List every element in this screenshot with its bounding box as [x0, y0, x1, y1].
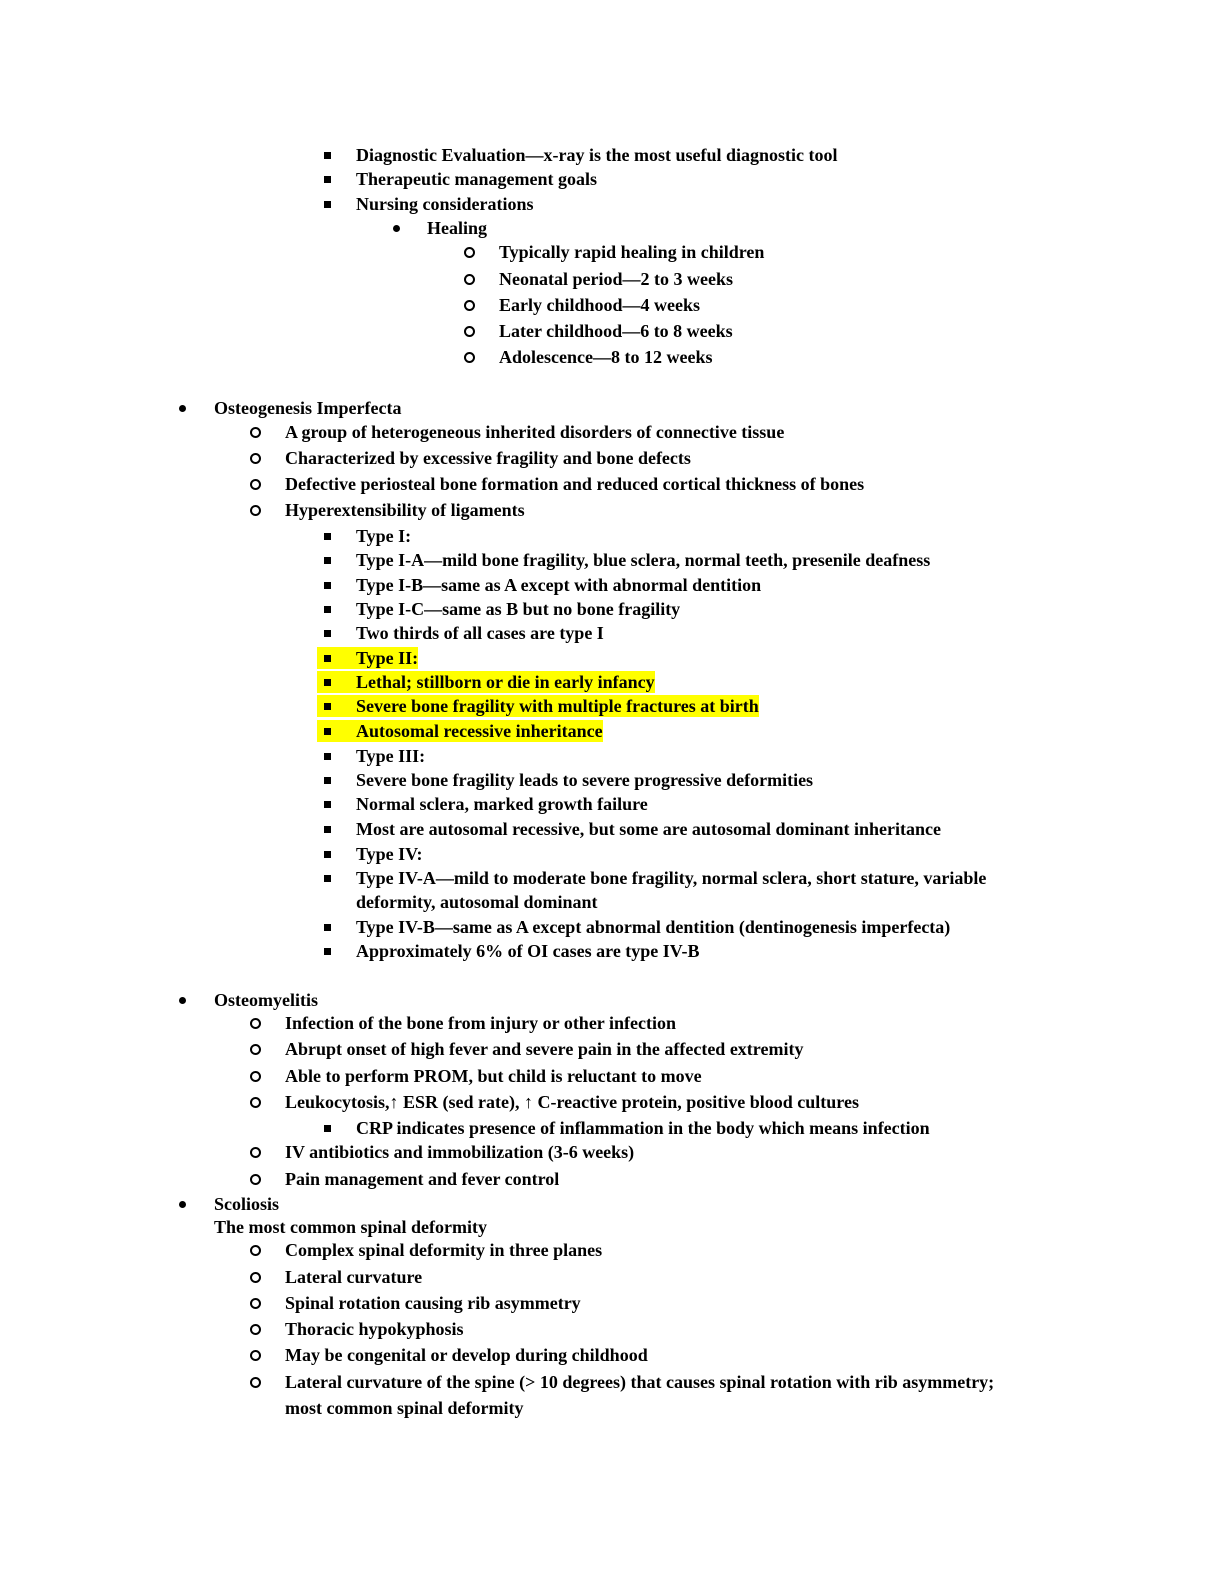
circle-bullet-icon [245, 1141, 265, 1163]
circle-bullet-icon [459, 346, 479, 368]
square-bullet-icon [317, 598, 337, 620]
square-bullet-icon [317, 574, 337, 596]
square-bullet-icon [317, 671, 337, 693]
square-bullet-icon [317, 622, 337, 644]
square-bullet-icon [317, 745, 337, 767]
circle-bullet-icon [245, 1318, 265, 1340]
circle-bullet-icon [245, 1012, 265, 1034]
round-bullet-icon [172, 989, 192, 1011]
square-bullet-icon [317, 867, 337, 889]
section-subtitle: The most common spinal deformity [214, 1217, 487, 1237]
circle-bullet-icon [459, 268, 479, 290]
circle-bullet-icon [245, 1344, 265, 1366]
round-bullet-icon [172, 397, 192, 419]
circle-bullet-icon [245, 1292, 265, 1314]
circle-bullet-icon [245, 1266, 265, 1288]
round-bullet-icon [172, 1193, 192, 1215]
circle-bullet-icon [245, 1091, 265, 1113]
circle-bullet-icon [245, 1371, 265, 1393]
square-bullet-icon [317, 193, 337, 215]
square-bullet-icon [317, 549, 337, 571]
list-item-continuation: deformity, autosomal dominant [356, 892, 598, 912]
circle-bullet-icon [245, 1168, 265, 1190]
square-bullet-icon [317, 843, 337, 865]
circle-bullet-icon [245, 1038, 265, 1060]
circle-bullet-icon [245, 1239, 265, 1261]
square-bullet-icon [317, 916, 337, 938]
square-bullet-icon [317, 168, 337, 190]
square-bullet-icon [317, 647, 337, 669]
square-bullet-icon [317, 818, 337, 840]
square-bullet-icon [317, 720, 337, 742]
square-bullet-icon [317, 793, 337, 815]
square-bullet-icon [317, 769, 337, 791]
square-bullet-icon [317, 1117, 337, 1139]
square-bullet-icon [317, 940, 337, 962]
list-item-continuation: most common spinal deformity [285, 1398, 524, 1418]
square-bullet-icon [317, 144, 337, 166]
circle-bullet-icon [245, 473, 265, 495]
circle-bullet-icon [459, 320, 479, 342]
circle-bullet-icon [245, 447, 265, 469]
circle-bullet-icon [245, 499, 265, 521]
circle-bullet-icon [459, 241, 479, 263]
square-bullet-icon [317, 525, 337, 547]
square-bullet-icon [317, 695, 337, 717]
round-bullet-icon [386, 217, 406, 239]
circle-bullet-icon [245, 1065, 265, 1087]
circle-bullet-icon [459, 294, 479, 316]
circle-bullet-icon [245, 421, 265, 443]
document-page: Diagnostic Evaluation—x-ray is the most useful diagnostic tool Therapeutic management goals Nursing considerations Healing Typically rapid healing in children Neonatal period—2 to 3 weeks Early childhood—4 weeks Later childhood—6 to 8 weeks Adolescence—8 to 12 weeks Osteogenesis Imperfecta A group of heterogeneous inherited disorders of connective tissue Characterized by excessive fragility and bone defects Defective periosteal bone formation and reduced cortical thickness of bones Hyperextensibility of ligaments Type I: Type I-A—mild bone fragility, blue sclera, normal teeth, presenile deafness Type I-B—same as A except with abnormal dentition Type I-C—same as B but no bone fragility Two thirds of all cases are type I Type II: Lethal; stillborn or die in early infancy Severe bone fragility with multiple fractures at birth Autosomal recessive inheritance Type III: Severe bone fragility leads to severe progressive deformities Normal sclera, marked growth failure Most are autosomal recessive, but some are autosomal dominant inheritance Type IV: Type IV-A—mild to moderate bone fragility, normal sclera, short stature, variable deformity, autosomal dominant Type IV-B—same as A except abnormal dentition (dentinogenesis imperfecta) Approximately 6% of OI cases are type IV-B Osteomyelitis Infection of the bone from injury or other infection Abrupt onset of high fever and severe pain in the affected extremity Able to perform PROM, but child is reluctant to move Leukocytosis,↑ ESR (sed rate), ↑ C-reactive protein, positive blood cultures CRP indicates presence of inflammation in the body which means infection IV antibiotics and immobilization (3-6 weeks) Pain management and fever control Scoliosis The most common spinal deformity Complex spinal deformity in three planes Lateral curvature Spinal rotation causing rib asymmetry Thoracic hypokyphosis May be congenital or develop during childhood Lateral curvature of the spine (> 10 degrees) that causes spinal rotation with rib asymmetry; most common spinal deformity [0, 0, 1224, 1584]
